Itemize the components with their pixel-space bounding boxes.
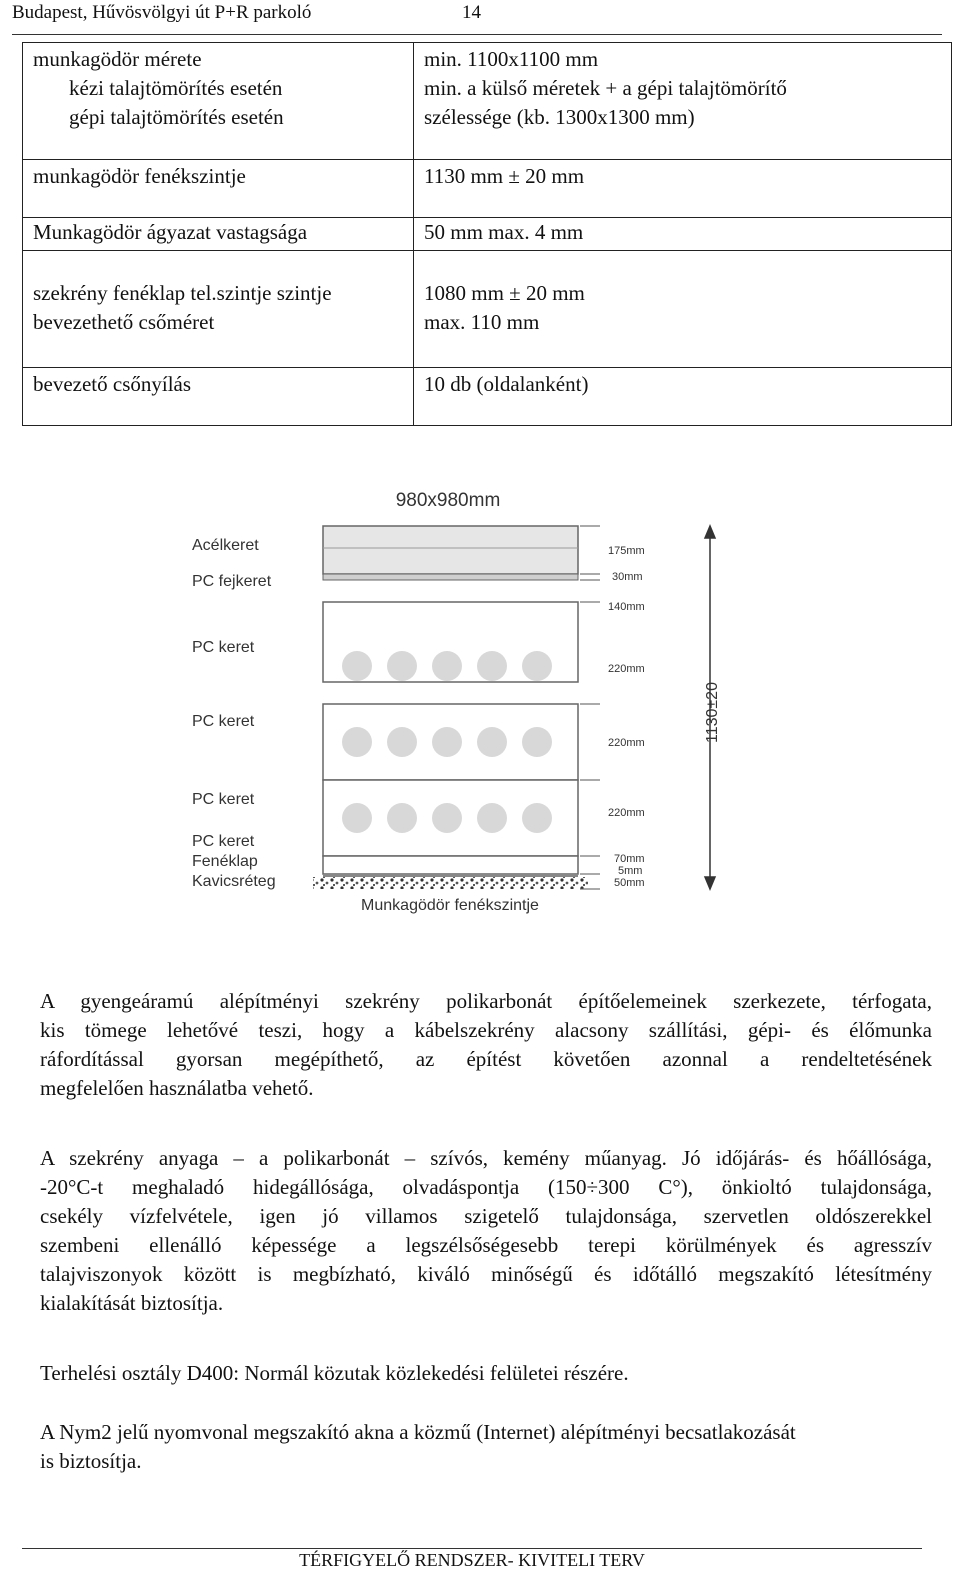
dim-175: 175mm — [608, 545, 645, 557]
text-line: A szekrény anyaga – a polikarbonát – szívós, kemény műanyag. Jó időjárás- és hőállósága, — [40, 1146, 932, 1170]
figure-title: 980x980mm — [395, 490, 501, 511]
dim-220-b: 220mm — [608, 737, 645, 749]
dim-220-a: 220mm — [608, 663, 645, 675]
footer-rule — [22, 1548, 922, 1549]
text-line: is biztosítja. — [40, 1449, 142, 1473]
pc-head-frame-layer — [323, 574, 578, 580]
text-line: ráfordítással gyorsan megépíthető, az építést követően azonnal a rendeltetésének — [40, 1047, 932, 1071]
dim-220-c: 220mm — [608, 807, 645, 819]
table-row — [23, 218, 952, 251]
pc-frame-layer-4 — [323, 856, 578, 874]
cell-line: szélessége (kb. 1300x1300 mm) — [424, 105, 695, 129]
total-height-label: 1130±20 — [704, 682, 721, 743]
table-cell-value — [414, 218, 952, 251]
dim-140: 140mm — [608, 601, 645, 613]
cell-line: 1130 mm ± 20 mm — [424, 164, 585, 188]
text-line: megfelelően használatba vehető. — [40, 1076, 314, 1100]
page-number: 14 — [462, 2, 481, 23]
table-cell-label — [23, 43, 414, 160]
dim-50: 50mm — [614, 877, 645, 889]
dim-30: 30mm — [612, 571, 643, 583]
text-line: Terhelési osztály D400: Normál közutak közlekedési felületei részére. — [40, 1361, 629, 1385]
text-line: kis tömege lehetővé teszi, hogy a kábelszekrény alacsony szállítási, gépi- és élőmunka — [40, 1018, 932, 1042]
table-cell-label — [23, 218, 414, 251]
table-row — [23, 160, 952, 218]
table-row — [23, 251, 952, 368]
cell-line: munkagödör mérete — [33, 47, 202, 71]
spec-table — [22, 42, 952, 426]
label-pc-frame-1: PC keret — [192, 639, 255, 656]
dim-5: 5mm — [618, 865, 643, 877]
table-cell-label — [23, 160, 414, 218]
text-line: A Nym2 jelű nyomvonal megszakító akna a közmű (Internet) alépítményi becsatlakozását — [40, 1420, 796, 1444]
text-line: A gyengeáramú alépítményi szekrény polikarbonát építőelemeinek szerkezete, térfogata, — [40, 989, 932, 1013]
cell-line: bevezethető csőméret — [33, 310, 215, 334]
label-pc-frame-3: PC keret — [192, 791, 255, 808]
page-footer: TÉRFIGYELŐ RENDSZER- KIVITELI TERV — [299, 1550, 645, 1570]
text-line: kialakítását biztosítja. — [40, 1291, 224, 1315]
text-line: -20°C-t meghaladó hidegállósága, olvadáspontja (150÷300 C°), önkioltó tulajdonsága, — [40, 1175, 932, 1199]
label-pc-frame-2: PC keret — [192, 713, 255, 730]
table-cell-value — [414, 368, 952, 426]
cell-line: 50 mm max. 4 mm — [424, 220, 584, 244]
header-place: Budapest, Hűvösvölgyi út P+R parkoló — [12, 2, 312, 23]
cell-line: szekrény fenéklap tel.szintje szintje — [33, 281, 332, 305]
dim-70: 70mm — [614, 853, 645, 865]
table-cell-value — [414, 43, 952, 160]
label-steel-frame: Acélkeret — [192, 537, 259, 554]
table-cell-label — [23, 368, 414, 426]
cabinet-diagram — [180, 478, 725, 918]
base-plate-layer — [323, 874, 578, 877]
cell-line: gépi talajtömörítés esetén — [69, 105, 284, 129]
paragraph-4 — [40, 1418, 932, 1476]
paragraph-3 — [40, 1359, 932, 1388]
cell-line: 1080 mm ± 20 mm — [424, 281, 585, 305]
gravel-layer — [313, 877, 588, 889]
cell-line: max. 110 mm — [424, 310, 540, 334]
label-gravel: Kavicsréteg — [192, 873, 276, 890]
cell-line: bevezető csőnyílás — [33, 372, 192, 396]
cell-line: min. 1100x1100 mm — [424, 47, 599, 71]
label-pit-bottom: Munkagödör fenékszintje — [361, 897, 539, 914]
text-line: talajviszonyok között is megbízható, kiváló minőségű és időtálló megszakító létesítmény — [40, 1262, 932, 1286]
table-cell-value — [414, 160, 952, 218]
paragraph-2 — [40, 1144, 932, 1318]
table-row — [23, 43, 952, 160]
table-row — [23, 368, 952, 426]
text-line: szembeni ellenálló képessége a legszélsőségesebb terepi körülmények és agresszív — [40, 1233, 932, 1257]
steel-frame-layer — [323, 526, 578, 574]
cell-line: munkagödör fenékszintje — [33, 164, 246, 188]
label-pc-head-frame: PC fejkeret — [192, 573, 272, 590]
table-cell-label — [23, 251, 414, 368]
label-base-plate: Fenéklap — [192, 853, 258, 870]
cell-line: Munkagödör ágyazat vastagsága — [33, 220, 308, 244]
table-cell-value — [414, 251, 952, 368]
cell-line: kézi talajtömörítés esetén — [69, 76, 283, 100]
cell-line: min. a külső méretek + a gépi talajtömörítő — [424, 76, 787, 100]
page-header — [12, 0, 942, 35]
paragraph-1 — [40, 987, 932, 1103]
text-line: csekély vízfelvétele, igen jó villamos szigetelő tulajdonsága, szervetlen oldószerekkel — [40, 1204, 932, 1228]
cell-line: 10 db (oldalanként) — [424, 372, 589, 396]
label-pc-frame-4: PC keret — [192, 833, 255, 850]
